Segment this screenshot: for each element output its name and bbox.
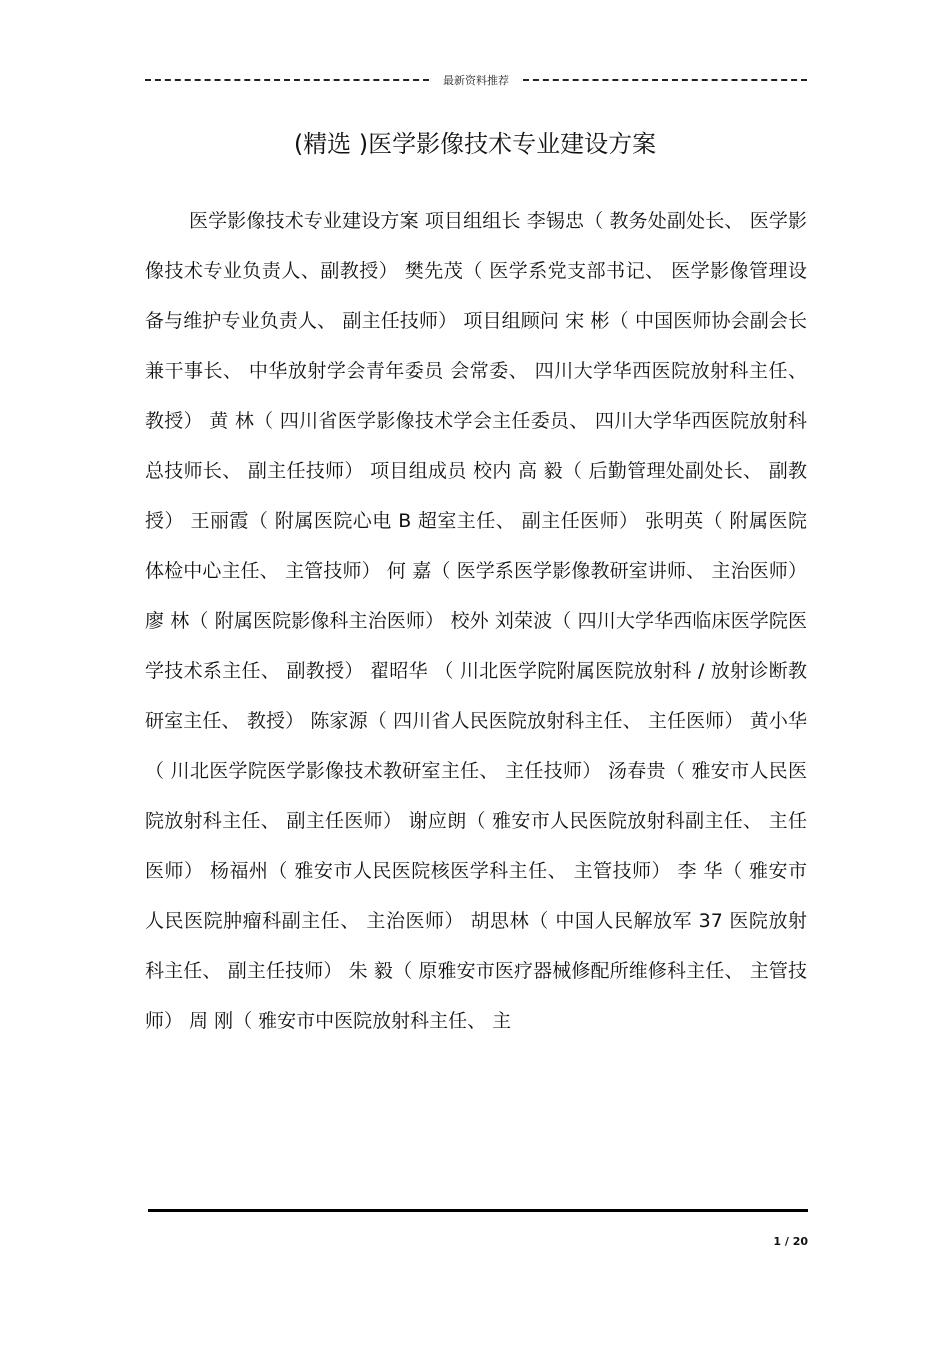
- document-title: (精选 )医学影像技术专业建设方案: [293, 130, 657, 158]
- page-number: 1 / 20: [773, 1235, 808, 1248]
- header-right-dashes: [523, 79, 807, 81]
- document-body: 医学影像技术专业建设方案 项目组组长 李锡忠（ 教务处副处长、 医学影像技术专业负责人、副教授） 樊先茂（ 医学系党支部书记、 医学影像管理设备与维护专业负责人、 副主任技师） 项目组顾问 宋 彬（ 中国医师协会副会长兼干事长、 中华放射学会青年委员 会常委、 四川大学华西医院放射科主任、 教授） 黄 林（ 四川省医学影像技术学会主任委员、 四川大学华西医院放射科总技师长、 副主任技师） 项目组成员 校内 高 毅（ 后勤管理处副处长、 副教授） 王丽霞（ 附属医院心电 B 超室主任、 副主任医师） 张明英（ 附属医院体检中心主任、 主管技师） 何 嘉（ 医学系医学影像教研室讲师、 主治医师） 廖 林（ 附属医院影像科主治医师） 校外 刘荣波（ 四川大学华西临床医学院医学技术系主任、 副教授） 翟昭华 （ 川北医学院附属医院放射科 / 放射诊断教研室主任、 教授） 陈家源（ 四川省人民医院放射科主任、 主任医师） 黄小华（ 川北医学院医学影像技术教研室主任、 主任技师） 汤春贵（ 雅安市人民医院放射科主任、 副主任医师） 谢应朗（ 雅安市人民医院放射科副主任、 主任医师） 杨福州（ 雅安市人民医院核医学科主任、 主管技师） 李 华（ 雅安市人民医院肿瘤科副主任、 主治医师） 胡思林（ 中国人民解放军 37 医院放射科主任、 副主任技师） 朱 毅（ 原雅安市医疗器械修配所维修科主任、 主管技师） 周 刚（ 雅安市中医院放射科主任、 主: [145, 210, 807, 1032]
- footer-rule: [148, 1209, 808, 1212]
- page-header: [145, 70, 807, 90]
- header-label: 最新资料推荐: [443, 74, 509, 87]
- header-left-dashes: [145, 79, 429, 81]
